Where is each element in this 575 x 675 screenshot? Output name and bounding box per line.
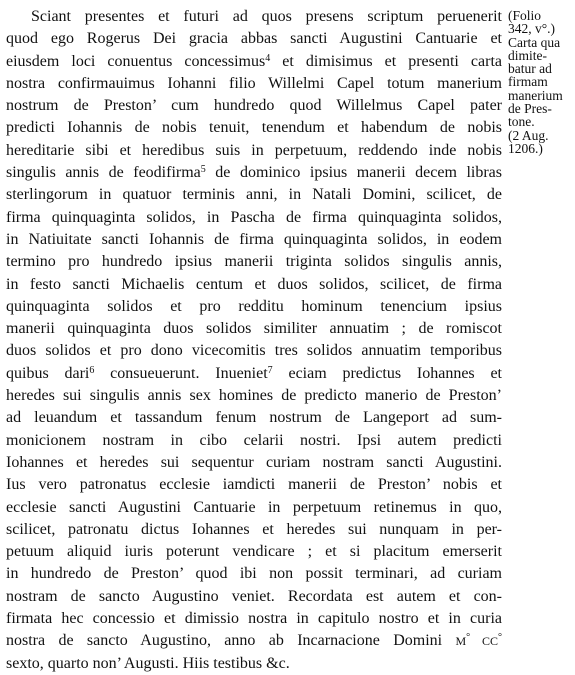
text-line: termino pro hundredo ipsius manerii triginta solidos singulis annis, bbox=[6, 253, 502, 271]
charter-description-line: tone. bbox=[508, 114, 535, 130]
small-caps-numeral: M bbox=[455, 634, 467, 649]
text-line: firma quinquaginta solidos, in Pascha de firma quinquaginta solidos, bbox=[6, 208, 502, 226]
text-line: predicti Iohannis de nobis tenuit, tenendum et habendum de nobis bbox=[6, 119, 502, 137]
numeral-ordinal: ° bbox=[466, 632, 482, 644]
charter-description-line: firmam bbox=[508, 74, 548, 90]
margin-note bbox=[508, 9, 574, 155]
text-line: petuum aliquid iuris poterunt vendicare ; et si placitum emerserit bbox=[6, 543, 502, 561]
text-line: nostra de sancto Augustino, anno ab Incarnacione Domini M° CC° bbox=[6, 632, 502, 650]
text-line: manerii quinquaginta duos solidos similiter annuatim ; de romiscot bbox=[6, 320, 502, 338]
text-line: in Natiuitate sancti Iohannis de firma quinquaginta solidos, in eodem bbox=[6, 230, 502, 248]
text-line: in hundredo de Preston’ quod ibi non possit terminari, ad curiam bbox=[6, 565, 502, 583]
text-line: quinquaginta solidos et pro redditu hominum tenencium ipsius bbox=[6, 297, 502, 315]
charter-date-line: (2 Aug. bbox=[508, 127, 549, 143]
text-line: nostrum de Preston’ cum hundredo quod Willelmus Capel pater bbox=[6, 97, 502, 115]
charter-description-line: Carta qua bbox=[508, 34, 561, 50]
charter-description-line: manerium bbox=[508, 87, 563, 103]
text-line: monicionem nostram in cibo celarii nostri. Ipsi autem predicti bbox=[6, 431, 502, 449]
text-line: heredes sui singulis annis sex homines de predicto manerio de Preston’ bbox=[6, 387, 502, 405]
text-line: Ius vero patronatus ecclesie iamdicti manerii de Preston’ nobis et bbox=[6, 476, 502, 494]
text-line: eiusdem loci conuentus concessimus$^4$ et dimisimus et presenti carta bbox=[6, 52, 503, 70]
charter-date-line: 1206.) bbox=[508, 140, 543, 156]
text-line: sterlingorum in quatuor terminis anni, in Natali Domini, scilicet, de bbox=[6, 186, 502, 204]
charter-description-line: dimite- bbox=[508, 47, 547, 63]
footnote-marker: 4 bbox=[265, 52, 271, 64]
folio-reference-line: (Folio bbox=[508, 8, 542, 23]
text-line: singulis annis de feodifirma$^5$ de dominico ipsius manerii decem libras bbox=[6, 164, 503, 182]
charter-text bbox=[6, 6, 502, 675]
small-caps-numeral: CC bbox=[481, 634, 498, 649]
text-line: duos solidos et pro dono vicecomitis tres solidos annuatim temporibus bbox=[6, 342, 502, 360]
numeral-ordinal: ° bbox=[498, 632, 502, 644]
text-line: quod ego Rogerus Dei gracia abbas sancti Augustini Cantuarie et bbox=[6, 30, 502, 48]
text-line: sexto, quarto non’ Augusti. Hiis testibus &c. bbox=[6, 654, 290, 672]
charter-description-line: batur ad bbox=[508, 61, 552, 77]
footnote-marker: 7 bbox=[267, 364, 273, 376]
text-line: Iohannes et heredes sui sequentur curiam nostram sancti Augustini. bbox=[6, 453, 502, 471]
text-line: firmata hec concessio et dimissio nostra in capitulo nostro et in curia bbox=[6, 610, 502, 628]
text-line: in festo sancti Michaelis centum et duos solidos, scilicet, de firma bbox=[6, 275, 502, 293]
folio-reference-line: 342, v°.) bbox=[508, 21, 556, 37]
text-line: ad leuandum et tassandum fenum nostrum de Langeport ad sum- bbox=[6, 409, 502, 427]
footnote-marker: 5 bbox=[200, 164, 206, 176]
text-line: ecclesie sancti Augustini Cantuarie in perpetuum retinemus in quo, bbox=[6, 498, 502, 516]
text-line: quibus dari$^6$ consueuerunt. Inueniet$^7$ eciam predictus Iohannes et bbox=[6, 364, 502, 382]
charter-description-line: de Pres- bbox=[508, 101, 552, 117]
text-line: nostra confirmauimus Iohanni filio Willelmi Capel totum manerium bbox=[6, 74, 502, 92]
text-line: hereditarie sibi et heredibus suis in perpetuum, reddendo inde nobis bbox=[6, 141, 502, 159]
text-line: Sciant presentes et futuri ad quos presens scriptum peruenerit bbox=[31, 8, 502, 25]
footnote-marker: 6 bbox=[89, 364, 95, 376]
text-line: scilicet, patronatu dictus Iohannes et heredes sui nunquam in per- bbox=[6, 520, 502, 538]
text-line: nostram de sancto Augustino veniet. Recordata est autem et con- bbox=[6, 587, 502, 605]
